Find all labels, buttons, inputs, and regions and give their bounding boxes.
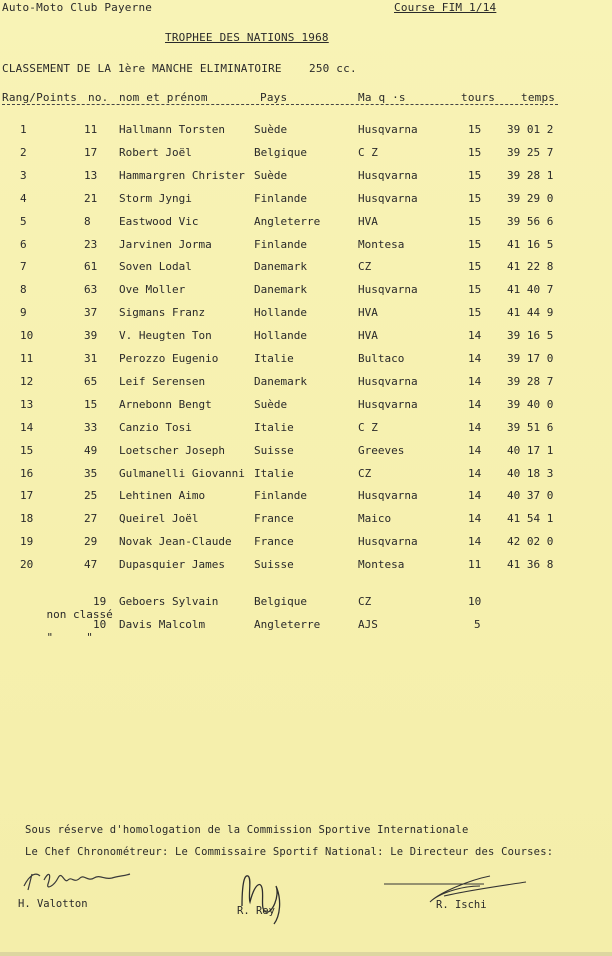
table-cell-no: 15 — [84, 397, 98, 411]
table-cell-temps: 41 36 8 — [507, 558, 554, 572]
table-cell-marque: HVA — [358, 306, 378, 320]
table-cell-no: 19 — [93, 595, 107, 608]
table-cell-marque: Husqvarna — [358, 374, 418, 388]
table-cell-no: 10 — [93, 618, 107, 631]
table-cell-pays: Belgique — [254, 595, 307, 608]
table-cell-tours: 5 — [474, 618, 481, 631]
table-cell-pays: Suisse — [254, 558, 294, 572]
table-cell-rang: 14 — [20, 420, 34, 434]
table-cell-marque: AJS — [358, 618, 378, 631]
table-cell-no: 11 — [84, 123, 98, 136]
table-cell-marque: Maico — [358, 512, 392, 526]
table-cell-temps: 41 16 5 — [507, 237, 554, 251]
table-row — [0, 489, 612, 509]
table-cell-pays: Finlande — [254, 489, 307, 503]
signatory-rey: R. Rey — [237, 905, 275, 917]
table-row — [0, 375, 612, 395]
table-cell-nom: Canzio Tosi — [119, 420, 192, 434]
table-cell-temps: 41 54 1 — [507, 512, 554, 526]
signatory-roles: Le Chef Chronométreur: Le Commissaire Sportif National: Le Directeur des Courses: — [25, 846, 554, 858]
table-cell-nom: Eastwood Vic — [119, 214, 199, 228]
table-cell-tours: 14 — [468, 512, 482, 526]
table-cell-tours: 15 — [468, 283, 482, 297]
table-cell-no: 23 — [84, 237, 98, 251]
table-cell-marque: Husqvarna — [358, 123, 418, 136]
table-cell-tours: 15 — [468, 123, 482, 136]
table-cell-pays: Hollande — [254, 329, 307, 343]
table-cell-rang: 9 — [20, 306, 27, 320]
col-header-nom: nom et prénom — [119, 91, 208, 104]
table-cell-nom: Lehtinen Aimo — [119, 489, 206, 503]
table-cell-rang: 5 — [20, 214, 27, 228]
table-cell-temps: 41 40 7 — [507, 283, 554, 297]
table-cell-temps: 40 17 1 — [507, 443, 554, 457]
table-cell-no: 27 — [84, 512, 98, 526]
table-cell-tours: 14 — [468, 420, 482, 434]
table-cell-temps: 39 16 5 — [507, 329, 554, 343]
table-cell-nom: Hammargren Christer — [119, 168, 245, 182]
table-cell-temps: 42 02 0 — [507, 535, 554, 549]
table-cell-rang: 19 — [20, 535, 34, 549]
table-cell-rang: 4 — [20, 191, 27, 205]
table-cell-temps: 39 40 0 — [507, 397, 554, 411]
table-row — [0, 238, 612, 258]
table-cell-pays: Suède — [254, 397, 288, 411]
table-cell-tours: 11 — [468, 558, 482, 572]
table-cell-pays: Hollande — [254, 306, 307, 320]
table-row — [0, 558, 612, 578]
table-cell-pays: Angleterre — [254, 214, 321, 228]
table-cell-pays: France — [254, 512, 294, 526]
table-cell-temps: 40 37 0 — [507, 489, 554, 503]
table-cell-temps: 41 22 8 — [507, 260, 554, 274]
signature-valotton — [18, 866, 138, 896]
col-header-marque: Ma q ·s — [358, 91, 406, 104]
table-cell-rang: 7 — [20, 260, 27, 274]
classement-heading: CLASSEMENT DE LA 1ère MANCHE ELIMINATOIRE 250 cc. — [2, 62, 357, 75]
table-cell-pays: Finlande — [254, 191, 307, 205]
table-cell-tours: 15 — [468, 191, 482, 205]
reserve-note: Sous réserve d'homologation de la Commission Sportive Internationale — [25, 824, 469, 836]
table-cell-nom: Novak Jean-Claude — [119, 535, 232, 549]
table-cell-nom: Hallmann Torsten — [119, 123, 225, 136]
table-row — [0, 444, 612, 464]
table-cell-temps: 40 18 3 — [507, 466, 554, 480]
table-cell-no: 61 — [84, 260, 98, 274]
signatory-valotton: H. Valotton — [18, 898, 88, 910]
table-row — [0, 398, 612, 418]
table-cell-no: 63 — [84, 283, 98, 297]
table-cell-marque: C Z — [358, 420, 378, 434]
table-cell-pays: Finlande — [254, 237, 307, 251]
table-cell-nom: Dupasquier James — [119, 558, 225, 572]
table-cell-pays: Belgique — [254, 145, 307, 159]
table-row — [0, 535, 612, 555]
table-cell-tours: 15 — [468, 237, 482, 251]
table-cell-marque: Bultaco — [358, 352, 405, 365]
table-cell-pays: France — [254, 535, 294, 549]
table-cell-no: 39 — [84, 329, 98, 343]
table-cell-rang: 17 — [20, 489, 34, 503]
table-row — [0, 215, 612, 235]
table-cell-tours: 14 — [468, 466, 482, 480]
table-cell-rang: 6 — [20, 237, 27, 251]
table-cell-nom: Sigmans Franz — [119, 306, 206, 320]
table-cell-pays: Italie — [254, 352, 294, 365]
table-cell-marque: Husqvarna — [358, 489, 418, 503]
table-cell-tours: 14 — [468, 443, 482, 457]
table-cell-temps: 39 28 7 — [507, 374, 554, 388]
table-cell-marque: C Z — [358, 145, 378, 159]
table-cell-tours: 10 — [468, 595, 482, 608]
table-cell-nom: Storm Jyngi — [119, 191, 192, 205]
table-cell-marque: CZ — [358, 595, 372, 608]
table-cell-pays: Danemark — [254, 283, 307, 297]
col-header-no: no. — [88, 91, 109, 104]
table-cell-marque: Husqvarna — [358, 397, 418, 411]
table-cell-rang: 20 — [20, 558, 34, 572]
table-cell-rang: 2 — [20, 145, 27, 159]
table-cell-temps: 39 29 0 — [507, 191, 554, 205]
table-cell-pays: Suède — [254, 168, 288, 182]
table-cell-rang: 11 — [20, 352, 34, 365]
table-cell-no: 33 — [84, 420, 98, 434]
table-cell-marque: Husqvarna — [358, 283, 418, 297]
table-cell-no: 17 — [84, 145, 98, 159]
table-row — [0, 352, 612, 372]
table-cell-temps: 39 51 6 — [507, 420, 554, 434]
table-cell-rang: 13 — [20, 397, 34, 411]
table-cell-nom: Ove Moller — [119, 283, 186, 297]
table-cell-marque: Montesa — [358, 237, 405, 251]
table-cell-no: 65 — [84, 374, 98, 388]
table-cell-no: 8 — [84, 214, 91, 228]
table-cell-pays: Italie — [254, 466, 294, 480]
table-cell-marque: Montesa — [358, 558, 405, 572]
non-classe-label: non classé — [46, 608, 113, 621]
table-cell-nom: V. Heugten Ton — [119, 329, 212, 343]
table-cell-tours: 15 — [468, 260, 482, 274]
table-cell-nom: Loetscher Joseph — [119, 443, 225, 457]
table-cell-tours: 15 — [468, 145, 482, 159]
table-cell-tours: 14 — [468, 352, 482, 365]
table-cell-nom: Queirel Joël — [119, 512, 199, 526]
table-cell-rang: 8 — [20, 283, 27, 297]
table-cell-marque: CZ — [358, 260, 372, 274]
table-cell-nom: Soven Lodal — [119, 260, 192, 274]
table-row — [0, 306, 612, 326]
table-cell-tours: 15 — [468, 306, 482, 320]
table-row — [0, 512, 612, 532]
col-header-rang: Rang/Points — [2, 91, 78, 104]
table-cell-tours: 14 — [468, 535, 482, 549]
table-cell-pays: Suède — [254, 123, 288, 136]
table-cell-tours: 14 — [468, 397, 482, 411]
table-cell-rang: 16 — [20, 466, 34, 480]
table-cell-no: 21 — [84, 191, 98, 205]
table-cell-tours: 15 — [468, 214, 482, 228]
table-cell-temps: 39 01 2 — [507, 123, 554, 136]
table-cell-no: 25 — [84, 489, 98, 503]
signatory-ischi: R. Ischi — [436, 899, 487, 911]
table-cell-temps: 41 44 9 — [507, 306, 554, 320]
table-cell-tours: 15 — [468, 168, 482, 182]
table-cell-no: 49 — [84, 443, 98, 457]
table-cell-marque: CZ — [358, 466, 372, 480]
table-cell-rang: 12 — [20, 374, 34, 388]
table-row — [0, 169, 612, 189]
table-cell-rang: 1 — [20, 123, 27, 136]
table-cell-no: 35 — [84, 466, 98, 480]
non-classe-row-data — [0, 595, 612, 615]
table-cell-nom: Geboers Sylvain — [119, 595, 219, 608]
table-cell-no: 13 — [84, 168, 98, 182]
table-cell-marque: Husqvarna — [358, 191, 418, 205]
table-cell-pays: Angleterre — [254, 618, 321, 631]
signature-rey — [236, 866, 296, 926]
table-cell-tours: 14 — [468, 374, 482, 388]
table-cell-temps: 39 25 7 — [507, 145, 554, 159]
table-cell-no: 29 — [84, 535, 98, 549]
table-cell-rang: 10 — [20, 329, 34, 343]
table-cell-marque: HVA — [358, 329, 378, 343]
table-cell-temps: 39 56 6 — [507, 214, 554, 228]
table-cell-pays: Danemark — [254, 260, 307, 274]
table-cell-pays: Suisse — [254, 443, 294, 457]
table-row — [0, 192, 612, 212]
col-header-pays: Pays — [260, 91, 288, 104]
table-cell-nom: Jarvinen Jorma — [119, 237, 212, 251]
header-divider — [2, 104, 558, 105]
table-cell-no: 37 — [84, 306, 98, 320]
table-row — [0, 260, 612, 280]
table-cell-rang: 3 — [20, 168, 27, 182]
course-reference: Course FIM 1/14 — [394, 1, 497, 14]
ditto-label: " " — [46, 631, 93, 644]
table-cell-rang: 15 — [20, 443, 34, 457]
ditto-row-data — [0, 618, 612, 638]
table-cell-no: 31 — [84, 352, 98, 365]
table-cell-rang: 18 — [20, 512, 34, 526]
table-cell-nom: Leif Serensen — [119, 374, 206, 388]
table-cell-tours: 14 — [468, 329, 482, 343]
table-row — [0, 146, 612, 166]
table-cell-nom: Gulmanelli Giovanni — [119, 466, 245, 480]
col-header-tours: tours — [461, 91, 496, 104]
table-cell-temps: 39 17 0 — [507, 352, 554, 365]
table-row — [0, 421, 612, 441]
table-cell-marque: Husqvarna — [358, 535, 418, 549]
table-cell-nom: Davis Malcolm — [119, 618, 206, 631]
table-row — [0, 283, 612, 303]
table-cell-marque: Greeves — [358, 443, 405, 457]
table-row — [0, 329, 612, 349]
table-row — [0, 123, 612, 143]
table-row — [0, 467, 612, 487]
table-cell-pays: Italie — [254, 420, 294, 434]
club-name: Auto-Moto Club Payerne — [2, 1, 153, 14]
table-cell-temps: 39 28 1 — [507, 168, 554, 182]
table-cell-marque: HVA — [358, 214, 378, 228]
table-cell-no: 47 — [84, 558, 98, 572]
table-cell-tours: 14 — [468, 489, 482, 503]
table-cell-marque: Husqvarna — [358, 168, 418, 182]
table-cell-nom: Arnebonn Bengt — [119, 397, 212, 411]
document-title: TROPHEE DES NATIONS 1968 — [165, 31, 329, 44]
table-cell-nom: Perozzo Eugenio — [119, 352, 219, 365]
page-edge — [0, 952, 612, 956]
table-cell-pays: Danemark — [254, 374, 307, 388]
col-header-temps: temps — [521, 91, 556, 104]
table-cell-nom: Robert Joël — [119, 145, 192, 159]
